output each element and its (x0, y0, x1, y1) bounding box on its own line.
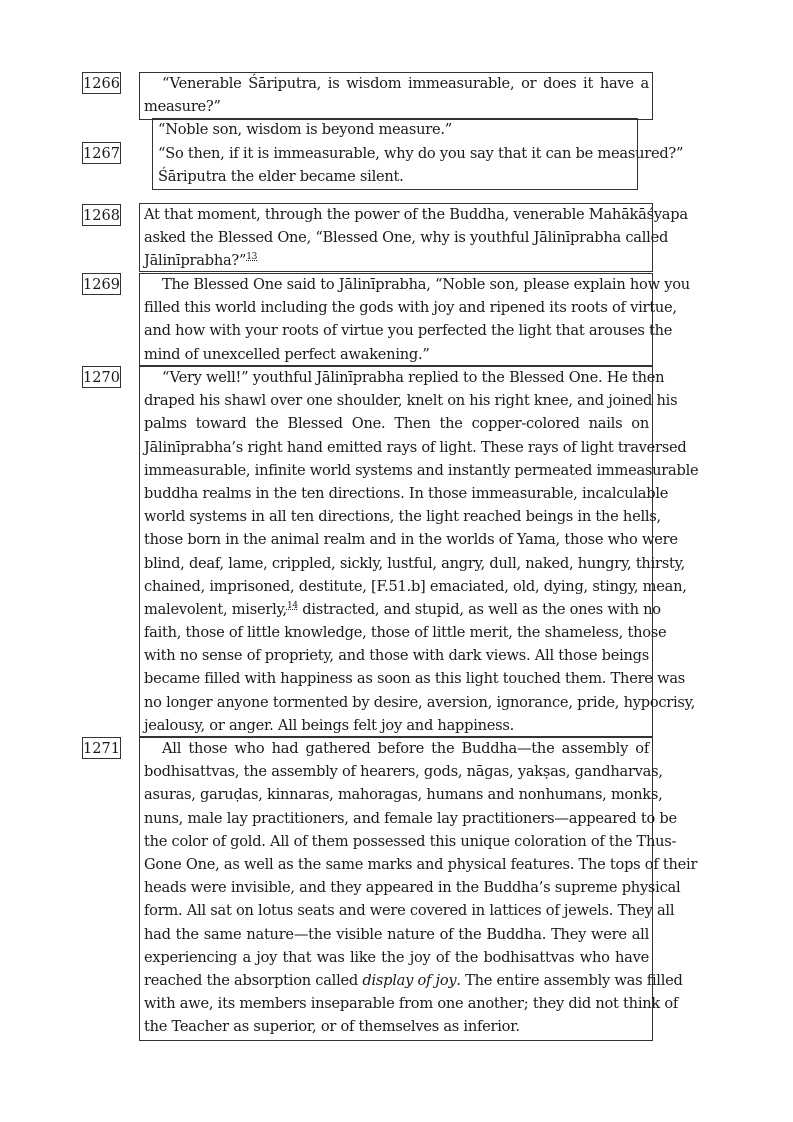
paragraph-number-1271: 1271 (82, 737, 121, 759)
paragraph-1267 (158, 142, 684, 188)
text-line: form. All sat on lotus seats and were covered in lattices of jewels. They all (144, 902, 675, 920)
text-line: the color of gold. All of them possessed this unique coloration of the Thus- (144, 832, 677, 850)
text-line: At that moment, through the power of the Buddha, venerable Mahākāśyapa (144, 206, 688, 223)
text-line: world systems in all ten directions, the light reached beings in the hells, (144, 508, 661, 526)
paragraph-number-1267: 1267 (82, 142, 121, 164)
text-run: distracted, and stupid, as well as the ones with no (297, 600, 661, 618)
text-line: had the same nature—the visible nature of the Buddha. They were all (144, 925, 649, 943)
text-line: the Teacher as superior, or of themselves as inferior. (144, 1018, 520, 1036)
text-line: became filled with happiness as soon as this light touched them. There was (144, 670, 686, 688)
text-line: immeasurable, infinite world systems and instantly permeated immeasurable (144, 461, 699, 479)
text-line: asked the Blessed One, “Blessed One, why is youthful Jālinīprabha called (144, 229, 669, 247)
text-line (144, 249, 649, 272)
text-line: with awe, its members inseparable from one another; they did not think of (144, 995, 679, 1013)
text-line: palms toward the Blessed One. Then the copper-colored nails on (144, 415, 649, 433)
text-line (144, 969, 683, 992)
paragraph-number-1268: 1268 (82, 204, 121, 226)
paragraph-number-1266: 1266 (82, 72, 121, 94)
text-line: with no sense of propriety, and those with dark views. All those beings (144, 647, 649, 665)
paragraph-1271 (144, 737, 698, 1038)
text-line (144, 598, 661, 621)
text-line: jealousy, or anger. All beings felt joy and happiness. (144, 716, 515, 734)
footnote-13-link[interactable]: 13 (246, 252, 258, 263)
text-run: reached the absorption called (144, 971, 363, 989)
text-line: asuras, garuḍas, kinnaras, mahoragas, humans and nonhumans, monks, (144, 786, 663, 804)
text-line: chained, imprisoned, destitute, [F.51.b] emaciated, old, dying, stingy, mean, (144, 577, 687, 595)
paragraph-1266 (144, 72, 649, 118)
paragraph-1270 (144, 366, 699, 737)
text-line: experiencing a joy that was like the joy of the bodhisattvas who have (144, 948, 649, 966)
text-line: bodhisattvas, the assembly of hearers, gods, nāgas, yakṣas, gandharvas, (144, 763, 663, 781)
term-display-of-joy: display of joy (362, 971, 457, 989)
text-line: “Very well!” youthful Jālinīprabha replied to the Blessed One. He then (162, 369, 665, 386)
text-line: heads were invisible, and they appeared in the Buddha’s supreme physical (144, 879, 681, 897)
paragraph-number-1269: 1269 (82, 273, 121, 295)
paragraph-1268 (144, 203, 688, 273)
text-line: and how with your roots of virtue you perfected the light that arouses the (144, 322, 673, 340)
paragraph-reply (158, 118, 634, 141)
text-line: “Noble son, wisdom is beyond measure.” (158, 121, 452, 138)
text-line: Gone One, as well as the same marks and physical features. The tops of their (144, 855, 698, 873)
text-run: . The entire assembly was filled (456, 971, 683, 989)
text-line: no longer anyone tormented by desire, aversion, ignorance, pride, hypocrisy, (144, 693, 696, 711)
text-run: Jālinīprabha?” (144, 252, 247, 270)
text-line: All those who had gathered before the Buddha—the assembly of (162, 740, 649, 757)
paragraph-number-1270: 1270 (82, 366, 121, 388)
text-run: malevolent, miserly, (144, 600, 287, 618)
text-line: Jālinīprabha’s right hand emitted rays of light. These rays of light traversed (144, 438, 687, 456)
text-line: faith, those of little knowledge, those of little merit, the shameless, those (144, 624, 667, 642)
footnote-14-link[interactable]: 14 (286, 600, 298, 611)
text-line: buddha realms in the ten directions. In those immeasurable, incalculable (144, 484, 669, 502)
text-line: blind, deaf, lame, crippled, sickly, lustful, angry, dull, naked, hungry, thirsty, (144, 554, 686, 572)
text-line: “So then, if it is immeasurable, why do you say that it can be measured?” (158, 145, 684, 162)
text-line: those born in the animal realm and in the worlds of Yama, those who were (144, 531, 678, 549)
text-line: Śāriputra the elder became silent. (158, 168, 404, 186)
text-line: mind of unexcelled perfect awakening.” (144, 345, 430, 363)
text-line: draped his shawl over one shoulder, knelt on his right knee, and joined his (144, 392, 678, 410)
text-line: measure?” (144, 98, 221, 116)
text-line: The Blessed One said to Jālinīprabha, “Noble son, please explain how you (162, 276, 690, 293)
text-line: nuns, male lay practitioners, and female lay practitioners—appeared to be (144, 809, 677, 827)
text-line: filled this world including the gods with joy and ripened its roots of virtue, (144, 299, 677, 317)
paragraph-1269 (144, 273, 690, 366)
text-line: “Venerable Śāriputra, is wisdom immeasurable, or does it have a (162, 75, 649, 92)
